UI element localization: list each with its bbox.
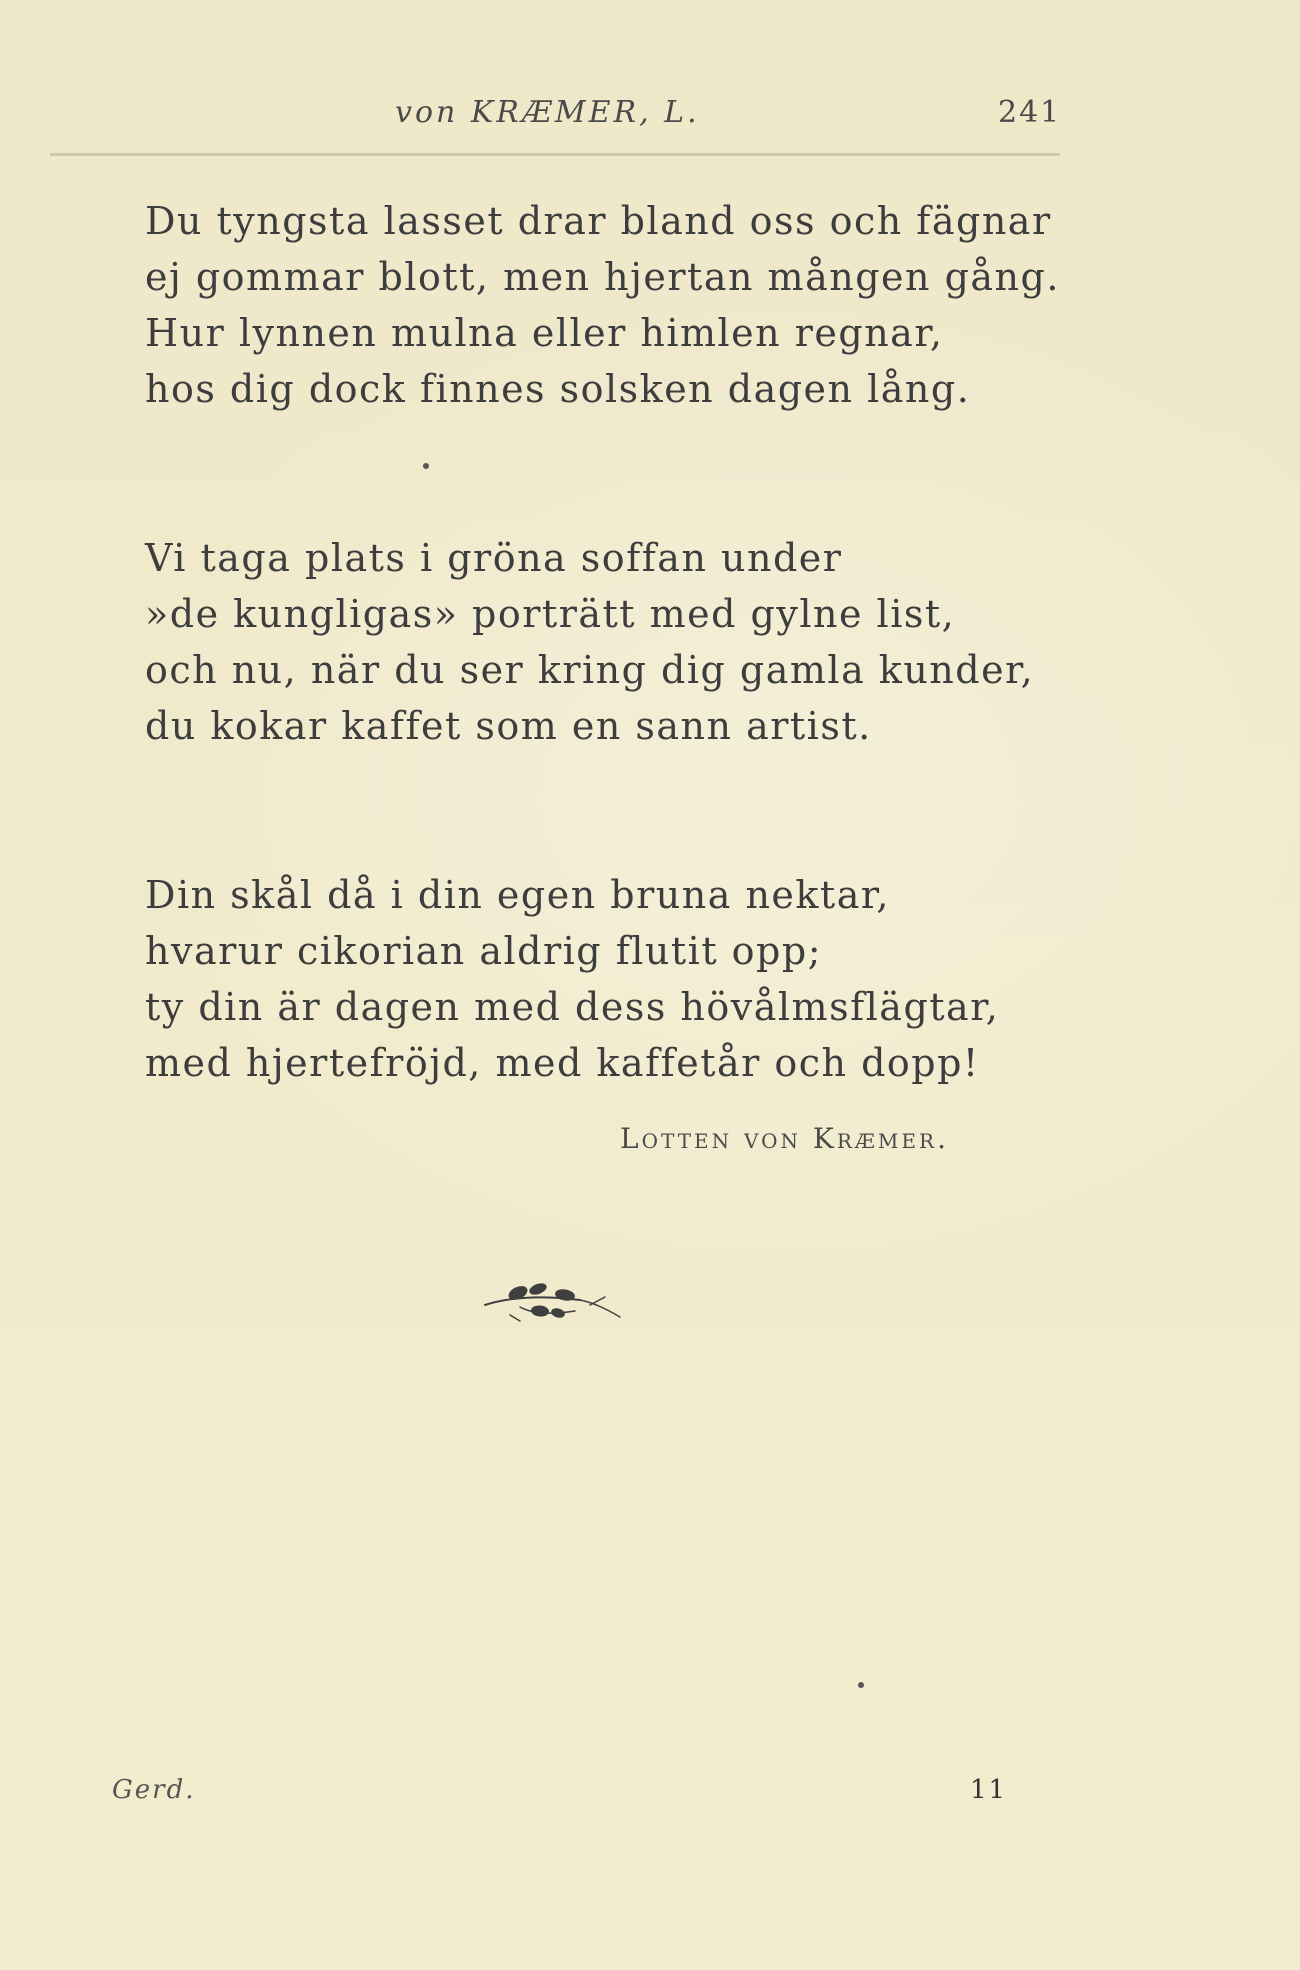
poem-line: ty din är dagen med dess hövålmsflägtar, bbox=[145, 985, 1000, 1029]
header-rule bbox=[50, 153, 1060, 156]
author-signature: Lotten von Kræmer. bbox=[620, 1122, 949, 1155]
poem-line: hvarur cikorian aldrig flutit opp; bbox=[145, 929, 822, 973]
stanza-2 bbox=[145, 530, 1125, 754]
poem-line: hos dig dock finnes solsken dagen lång. bbox=[145, 367, 971, 411]
poem-line: med hjertefröjd, med kaffetår och dopp! bbox=[145, 1041, 980, 1085]
poem-line: »de kungligas» porträtt med gylne list, bbox=[145, 592, 956, 636]
poem-line: du kokar kaffet som en sann artist. bbox=[145, 704, 872, 748]
stanza-1 bbox=[145, 193, 1125, 417]
ink-speck bbox=[858, 1682, 864, 1688]
leaf-ornament-icon bbox=[480, 1275, 630, 1325]
ink-speck bbox=[423, 463, 429, 469]
poem-line: Din skål då i din egen bruna nektar, bbox=[145, 873, 890, 917]
poem-line: Vi taga plats i gröna soffan under bbox=[145, 536, 843, 580]
signature-number: 11 bbox=[970, 1775, 1008, 1805]
poem-line: och nu, när du ser kring dig gamla kunder, bbox=[145, 648, 1035, 692]
page-number: 241 bbox=[998, 95, 1062, 130]
running-head: von KRÆMER, L. bbox=[395, 95, 700, 130]
poem-line: Hur lynnen mulna eller himlen regnar, bbox=[145, 311, 944, 355]
poem-line: Du tyngsta lasset drar bland oss och fägnar bbox=[145, 199, 1052, 243]
stanza-3 bbox=[145, 867, 1125, 1091]
poem-line: ej gommar blott, men hjertan mången gång. bbox=[145, 255, 1060, 299]
signature-mark: Gerd. bbox=[112, 1775, 196, 1805]
page-header bbox=[0, 95, 1300, 135]
